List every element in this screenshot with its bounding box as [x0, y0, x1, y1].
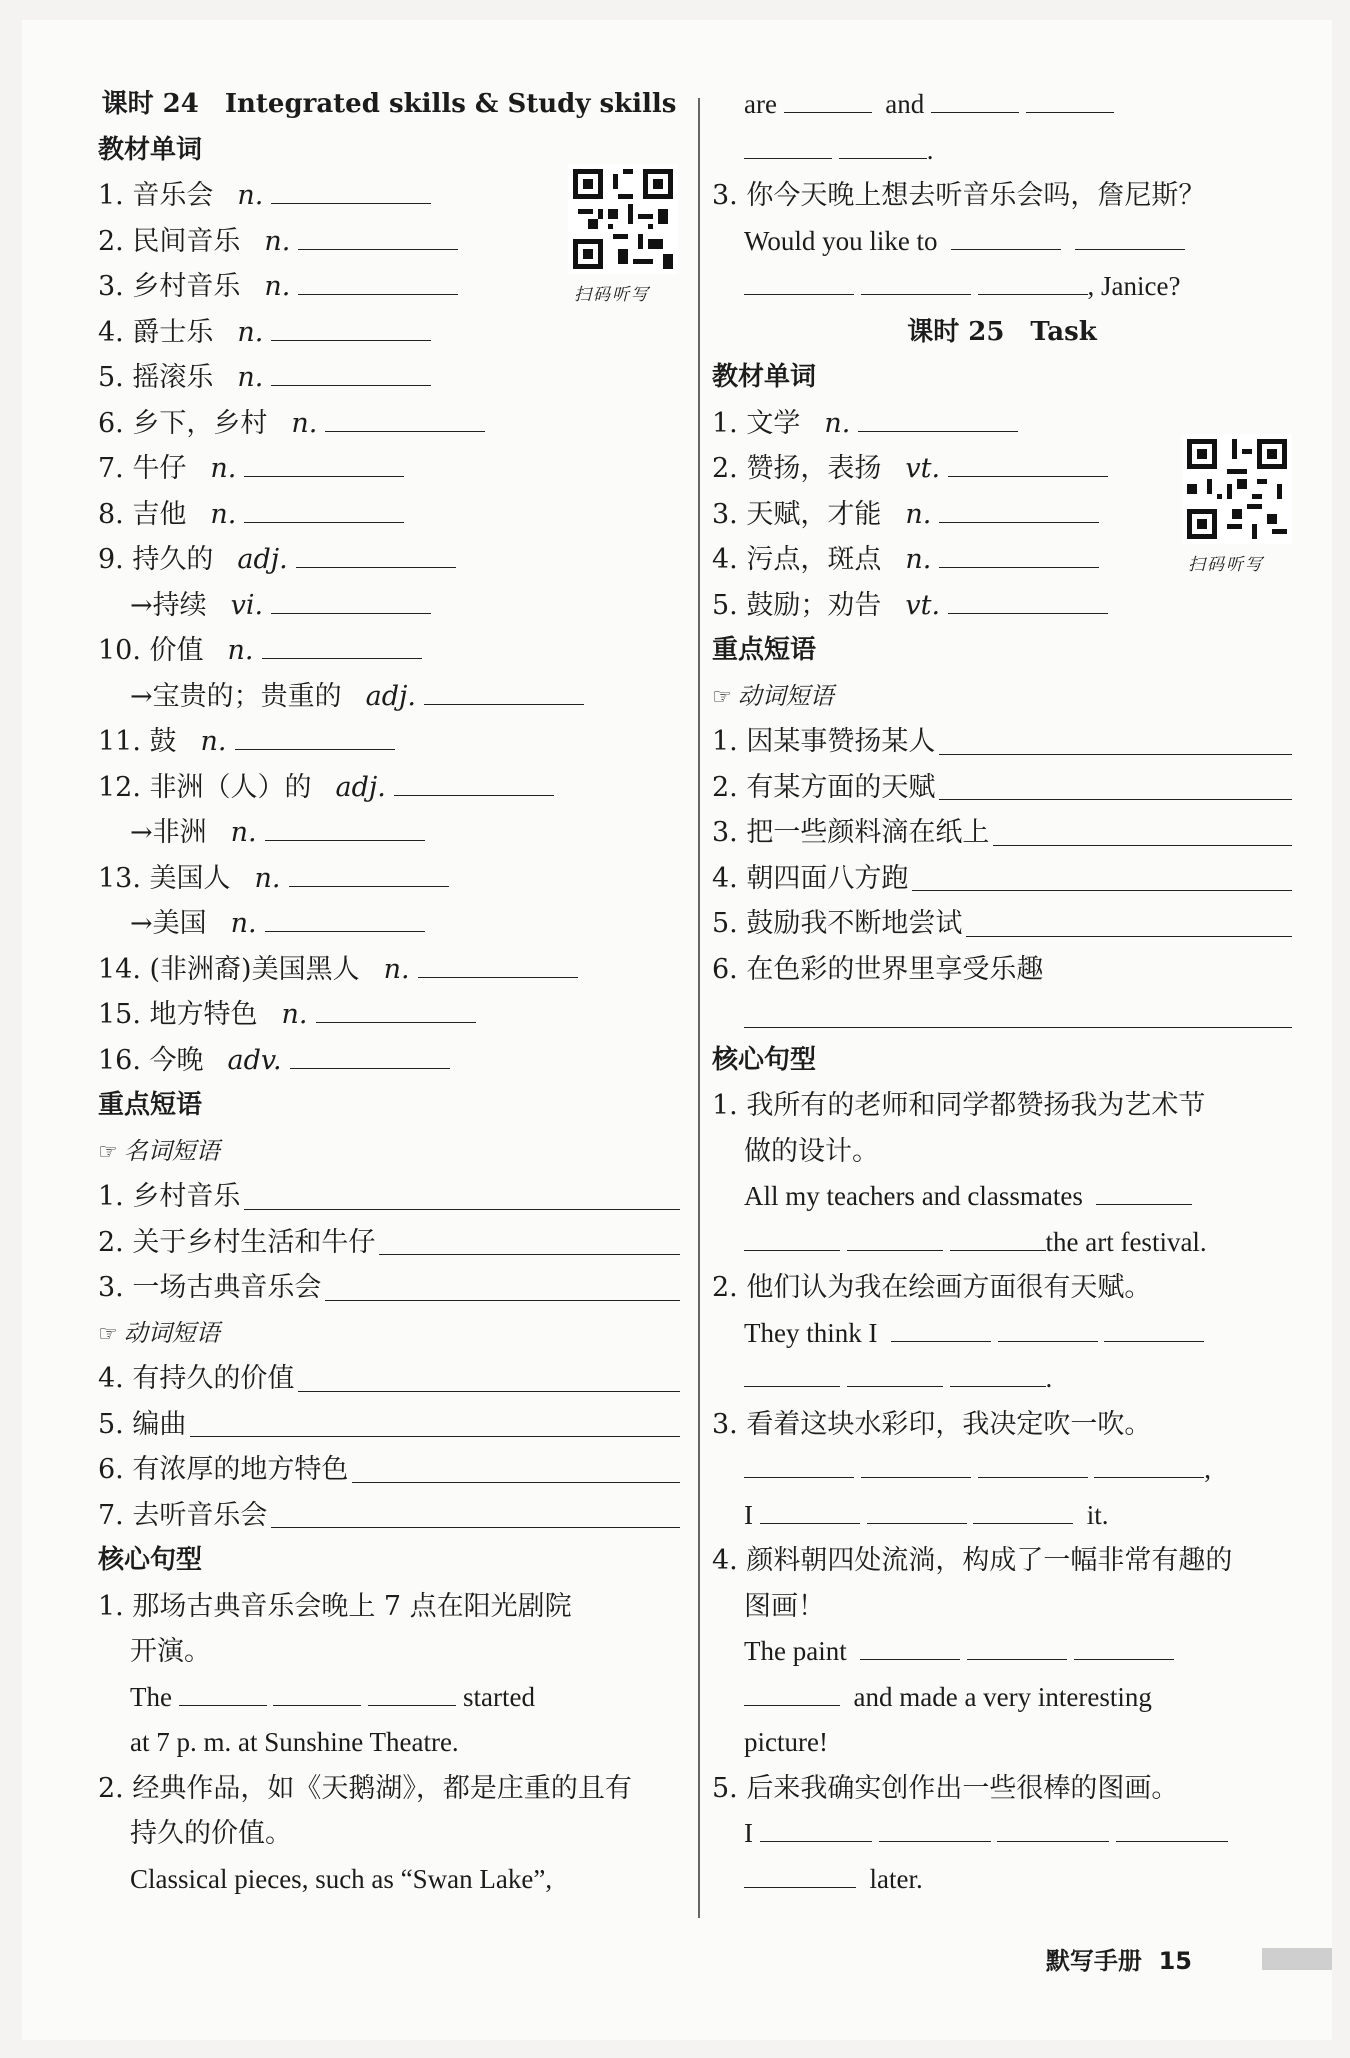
- part-of-speech: vt.: [905, 589, 941, 621]
- answer-blank[interactable]: [867, 1493, 967, 1524]
- l24-s1-cn-b: 开演。: [130, 1636, 211, 1667]
- l24-s2-en-a: Classical pieces, such as “Swan Lake”,: [130, 1863, 553, 1894]
- answer-blank[interactable]: [760, 1493, 860, 1524]
- answer-blank[interactable]: [861, 264, 971, 295]
- l25-s2-en-a: [712, 1311, 1292, 1357]
- vocab-word: 4. 爵士乐: [98, 316, 214, 348]
- right-column: [712, 82, 1292, 1902]
- phrase-text: 7. 去听音乐会: [98, 1499, 268, 1531]
- l24-s2-en-c: .: [712, 128, 1292, 174]
- answer-blank[interactable]: [1075, 219, 1185, 250]
- l24-s2-cn-b: 持久的价值。: [130, 1818, 292, 1849]
- answer-blank[interactable]: [265, 901, 425, 932]
- answer-blank[interactable]: [296, 537, 456, 568]
- l25-s3-en-b: [712, 1493, 1292, 1539]
- phrase-item: [712, 719, 1292, 765]
- part-of-speech: adj.: [365, 680, 416, 712]
- phrase-item: [98, 1356, 680, 1402]
- answer-blank[interactable]: [1104, 1311, 1204, 1342]
- answer-blank[interactable]: [244, 1209, 680, 1210]
- vocab-item: [98, 446, 680, 492]
- vocab-item: [98, 810, 680, 856]
- part-of-speech: n.: [230, 908, 257, 939]
- vocab-item: [98, 537, 680, 583]
- part-of-speech: n.: [230, 817, 257, 848]
- lesson25-title: 课时 25 Task: [907, 316, 1097, 347]
- answer-blank[interactable]: [760, 1811, 872, 1842]
- phrase-text: 4. 朝四面八方跑: [712, 862, 909, 894]
- answer-blank[interactable]: [298, 264, 458, 295]
- answer-blank[interactable]: [271, 173, 431, 204]
- part-of-speech: adj.: [335, 771, 386, 803]
- answer-blank[interactable]: [858, 401, 1018, 432]
- l24-s2-cn-a: 2. 经典作品，如《天鹅湖》，都是庄重的且有: [98, 1772, 632, 1804]
- l25-s1-cn-b: 做的设计。: [744, 1135, 879, 1167]
- answer-blank[interactable]: [948, 446, 1108, 477]
- pointing-hand-icon: ☞: [98, 1321, 118, 1347]
- answer-blank[interactable]: [744, 128, 832, 159]
- answer-blank[interactable]: [289, 856, 449, 887]
- answer-blank[interactable]: [784, 82, 872, 113]
- part-of-speech: vi.: [230, 589, 264, 621]
- answer-blank[interactable]: [179, 1675, 267, 1706]
- answer-blank[interactable]: [1094, 1447, 1204, 1478]
- column-divider: [698, 98, 700, 1918]
- text: the art festival.: [1045, 1226, 1207, 1257]
- l25-s3-cn: 3. 看着这块水彩印，我决定吹一吹。: [712, 1408, 1152, 1440]
- answer-blank[interactable]: [993, 845, 1292, 846]
- part-of-speech: n.: [210, 453, 237, 484]
- l25-s1-cn-a: 1. 我所有的老师和同学都赞扬我为艺术节: [712, 1090, 1206, 1121]
- part-of-speech: n.: [237, 362, 264, 393]
- vocab-word: 6. 乡下，乡村: [98, 407, 268, 439]
- answer-blank[interactable]: [997, 1811, 1109, 1842]
- vocab-word: 2. 民间音乐: [98, 225, 241, 257]
- text: it.: [1086, 1499, 1109, 1530]
- answer-blank[interactable]: [939, 537, 1099, 568]
- answer-blank[interactable]: [325, 401, 485, 432]
- phrase-text: 6. 有浓厚的地方特色: [98, 1454, 349, 1485]
- answer-blank[interactable]: [1116, 1811, 1228, 1842]
- answer-blank[interactable]: [325, 1300, 680, 1301]
- part-of-speech: n.: [237, 180, 264, 211]
- answer-blank[interactable]: [190, 1436, 680, 1437]
- part-of-speech: adj.: [237, 544, 288, 575]
- vocab-word: 5. 鼓励；劝告: [712, 589, 882, 621]
- answer-blank[interactable]: [424, 674, 584, 705]
- answer-blank[interactable]: [861, 1447, 971, 1478]
- vocab-item: [98, 310, 680, 356]
- l25-s2-en-b: .: [712, 1356, 1292, 1402]
- answer-blank[interactable]: [950, 1356, 1046, 1387]
- part-of-speech: adv.: [227, 1044, 282, 1076]
- vocab-item: [98, 992, 680, 1038]
- text: are: [744, 89, 777, 119]
- l25-s2-cn: 2. 他们认为我在绘画方面很有天赋。: [712, 1272, 1152, 1303]
- lesson25-vocab-header: 教材单词: [712, 362, 817, 392]
- text: and: [885, 89, 925, 119]
- phrase-item: [712, 947, 1292, 993]
- l24-s1-en-b: at 7 p. m. at Sunshine Theatre.: [130, 1727, 459, 1757]
- worksheet-page: [22, 20, 1332, 2040]
- answer-blank[interactable]: [978, 264, 1088, 295]
- text: and made a very interesting: [853, 1681, 1152, 1712]
- vocab-word: 9. 持久的: [98, 544, 214, 575]
- l25-s4-en-a: [712, 1629, 1292, 1675]
- vocab-word: 14. (非洲裔)美国黑人: [98, 953, 360, 985]
- page-footer: [1046, 1941, 1192, 1976]
- l24-s3-en-b: [712, 264, 1292, 310]
- l25-s4-en-c: picture!: [744, 1727, 828, 1757]
- answer-blank[interactable]: [1074, 1629, 1174, 1660]
- verb-phrases-label-text: 动词短语: [123, 1318, 220, 1347]
- page-tab: [1262, 1948, 1332, 1970]
- qr-code-icon[interactable]: [568, 164, 678, 274]
- text: The: [130, 1681, 172, 1712]
- answer-blank[interactable]: [316, 992, 476, 1023]
- answer-blank[interactable]: [271, 355, 431, 386]
- answer-blank[interactable]: [973, 1493, 1073, 1524]
- answer-blank[interactable]: [744, 1027, 1292, 1028]
- answer-blank[interactable]: [271, 1527, 680, 1528]
- vocab-word: →宝贵的；贵重的: [130, 680, 342, 712]
- qr-caption: 扫码听写: [1188, 555, 1264, 575]
- phrase-item: [712, 765, 1292, 811]
- phrase-answer-line: [712, 992, 1292, 1038]
- vocab-word: 4. 污点，斑点: [712, 544, 882, 575]
- phrase-item: [712, 810, 1292, 856]
- part-of-speech: n.: [264, 271, 291, 302]
- vocab-word: →非洲: [130, 817, 207, 848]
- verb-phrases-label-text: 动词短语: [737, 681, 834, 710]
- vocab-item: [98, 765, 680, 811]
- answer-blank[interactable]: [265, 810, 425, 841]
- text: later.: [869, 1863, 923, 1894]
- verb-phrase-list: [98, 1356, 680, 1538]
- part-of-speech: n.: [254, 862, 281, 894]
- answer-blank[interactable]: [244, 492, 404, 523]
- phrase-text: 1. 乡村音乐: [98, 1181, 241, 1212]
- answer-blank[interactable]: [1026, 82, 1114, 113]
- vocab-item: [98, 583, 680, 629]
- phrase-item: [98, 1174, 680, 1220]
- vocab-word: 10. 价值: [98, 635, 204, 666]
- answer-blank[interactable]: [744, 1857, 856, 1888]
- part-of-speech: n.: [264, 225, 291, 257]
- phrase-text: 3. 把一些颜料滴在纸上: [712, 817, 990, 848]
- l24-s3-en-a: [712, 219, 1292, 265]
- l25-s4-cn-b: 图画！: [744, 1590, 825, 1622]
- vocab-word: 11. 鼓: [98, 726, 177, 757]
- vocab-item: [98, 947, 680, 993]
- part-of-speech: n.: [824, 407, 851, 439]
- l24-s1-en-a: [98, 1675, 680, 1721]
- part-of-speech: vt.: [905, 453, 941, 484]
- answer-blank[interactable]: [744, 1447, 854, 1478]
- answer-blank[interactable]: [847, 1356, 943, 1387]
- answer-blank[interactable]: [939, 492, 1099, 523]
- phrase-item: [98, 1402, 680, 1448]
- answer-blank[interactable]: [744, 1356, 840, 1387]
- lesson24-vocab-list: [98, 173, 680, 1083]
- part-of-speech: n.: [227, 635, 254, 666]
- answer-blank[interactable]: [891, 1311, 991, 1342]
- answer-blank[interactable]: [368, 1675, 456, 1706]
- phrase-text: 2. 关于乡村生活和牛仔: [98, 1226, 376, 1258]
- answer-blank[interactable]: [860, 1629, 960, 1660]
- phrase-text: 5. 鼓励我不断地尝试: [712, 908, 963, 939]
- answer-blank[interactable]: [966, 936, 1292, 937]
- l25-s5-en-a: [712, 1811, 1292, 1857]
- l25-s3-en-a: ,: [712, 1447, 1292, 1493]
- phrase-text: 6. 在色彩的世界里享受乐趣: [712, 953, 1044, 985]
- lesson25-phrase-header: 重点短语: [712, 635, 817, 665]
- text: Would you like to: [744, 225, 938, 256]
- vocab-item: [98, 401, 680, 447]
- vocab-word: 13. 美国人: [98, 862, 231, 894]
- vocab-word: 1. 音乐会: [98, 180, 214, 211]
- part-of-speech: n.: [291, 407, 318, 439]
- text: started: [462, 1681, 535, 1712]
- pointing-hand-icon: ☞: [712, 684, 732, 710]
- vocab-word: →美国: [130, 908, 207, 939]
- phrase-text: 3. 一场古典音乐会: [98, 1272, 322, 1303]
- vocab-item: [98, 1038, 680, 1084]
- part-of-speech: n.: [210, 498, 237, 530]
- l25-s5-en-b: [712, 1857, 1292, 1903]
- l25-s1-en-a: [712, 1174, 1292, 1220]
- lesson24-sentence-header: 核心句型: [98, 1545, 203, 1575]
- phrase-item: [712, 856, 1292, 902]
- phrase-item: [712, 901, 1292, 947]
- verb-phrases-label: [712, 674, 1292, 720]
- l25-s1-en-b: [712, 1220, 1292, 1266]
- vocab-word: 3. 乡村音乐: [98, 271, 241, 302]
- vocab-word: 15. 地方特色: [98, 999, 258, 1030]
- phrase-item: [98, 1493, 680, 1539]
- qr-code-icon[interactable]: [1182, 434, 1292, 544]
- phrase-text: 1. 因某事赞扬某人: [712, 726, 936, 757]
- l25-s5-cn: 5. 后来我确实创作出一些很棒的图画。: [712, 1772, 1179, 1804]
- answer-blank[interactable]: [744, 1675, 840, 1706]
- lesson24-phrase-header: 重点短语: [98, 1090, 203, 1120]
- vocab-word: 16. 今晚: [98, 1044, 204, 1076]
- answer-blank[interactable]: [839, 128, 927, 159]
- vocab-item: [98, 628, 680, 674]
- answer-blank[interactable]: [744, 1220, 840, 1251]
- vocab-item: [98, 492, 680, 538]
- answer-blank[interactable]: [967, 1629, 1067, 1660]
- answer-blank[interactable]: [244, 446, 404, 477]
- l24-s1-cn-a: 1. 那场古典音乐会晚上 7 点在阳光剧院: [98, 1590, 572, 1622]
- vocab-item: [98, 355, 680, 401]
- answer-blank[interactable]: [379, 1254, 680, 1255]
- answer-blank[interactable]: [948, 583, 1108, 614]
- answer-blank[interactable]: [879, 1811, 991, 1842]
- noun-phrases-label: [98, 1129, 680, 1175]
- phrase-text: 4. 有持久的价值: [98, 1363, 295, 1394]
- l25-s4-cn-a: 4. 颜料朝四处流淌，构成了一幅非常有趣的: [712, 1545, 1233, 1576]
- answer-blank[interactable]: [931, 82, 1019, 113]
- vocab-word: 8. 吉他: [98, 498, 187, 530]
- lesson24-title: 课时 24 Integrated skills & Study skills: [101, 89, 677, 119]
- book-title: 默写手册: [1045, 1947, 1142, 1975]
- l24-s2-en-b: [712, 82, 1292, 128]
- part-of-speech: n.: [237, 316, 264, 348]
- answer-blank[interactable]: [235, 719, 395, 750]
- text: All my teachers and classmates: [744, 1181, 1083, 1211]
- vocab-word: 7. 牛仔: [98, 453, 187, 484]
- lesson24-vocab-header: 教材单词: [98, 134, 203, 165]
- part-of-speech: n.: [281, 999, 308, 1030]
- part-of-speech: n.: [905, 544, 932, 575]
- vocab-item: [98, 856, 680, 902]
- vocab-word: 5. 摇滚乐: [98, 362, 214, 393]
- vocab-word: 3. 天赋，才能: [712, 498, 882, 530]
- answer-blank[interactable]: [847, 1220, 943, 1251]
- vocab-word: 1. 文学: [712, 407, 801, 439]
- answer-blank[interactable]: [394, 765, 554, 796]
- text: I: [744, 1818, 753, 1848]
- verb-phrases-label: [98, 1311, 680, 1357]
- answer-blank[interactable]: [271, 310, 431, 341]
- part-of-speech: n.: [905, 498, 932, 530]
- text: The paint: [744, 1636, 847, 1666]
- answer-blank[interactable]: [1096, 1174, 1192, 1205]
- answer-blank[interactable]: [744, 264, 854, 295]
- lesson25-sentence-header: 核心句型: [712, 1044, 817, 1075]
- answer-blank[interactable]: [978, 1447, 1088, 1478]
- answer-blank[interactable]: [271, 583, 431, 614]
- answer-blank[interactable]: [262, 628, 422, 659]
- text: They think I: [744, 1317, 878, 1348]
- vocab-item: [98, 719, 680, 765]
- verb-phrase-list: [712, 719, 1292, 992]
- noun-phrase-list: [98, 1174, 680, 1311]
- answer-blank[interactable]: [418, 947, 578, 978]
- part-of-speech: n.: [200, 726, 227, 757]
- qr-caption: 扫码听写: [574, 285, 650, 305]
- vocab-word: 12. 非洲（人）的: [98, 771, 312, 803]
- phrase-text: 2. 有某方面的天赋: [712, 771, 936, 803]
- answer-blank[interactable]: [998, 1311, 1098, 1342]
- part-of-speech: n.: [383, 953, 410, 985]
- answer-blank[interactable]: [352, 1482, 680, 1483]
- text: , Janice?: [1087, 271, 1181, 301]
- phrase-item: [98, 1220, 680, 1266]
- answer-blank[interactable]: [290, 1038, 450, 1069]
- vocab-item: [98, 674, 680, 720]
- pointing-hand-icon: ☞: [98, 1139, 118, 1165]
- vocab-word: →持续: [130, 589, 207, 621]
- phrase-item: [98, 1265, 680, 1311]
- phrase-item: [98, 1447, 680, 1493]
- l25-s4-en-b: [712, 1675, 1292, 1721]
- left-column: [98, 82, 680, 1902]
- answer-blank[interactable]: [950, 1220, 1046, 1251]
- answer-blank[interactable]: [939, 754, 1292, 755]
- phrase-text: 5. 编曲: [98, 1408, 187, 1440]
- answer-blank[interactable]: [912, 890, 1292, 891]
- page-number: 15: [1158, 1947, 1192, 1975]
- noun-phrases-label-text: 名词短语: [123, 1136, 220, 1165]
- vocab-word: 2. 赞扬，表扬: [712, 453, 882, 484]
- answer-blank[interactable]: [939, 799, 1292, 800]
- vocab-item: [98, 901, 680, 947]
- vocab-item: [712, 583, 1292, 629]
- text: I: [744, 1499, 753, 1530]
- answer-blank[interactable]: [273, 1675, 361, 1706]
- answer-blank[interactable]: [951, 219, 1061, 250]
- answer-blank[interactable]: [298, 1391, 680, 1392]
- l24-s3-cn: 3. 你今天晚上想去听音乐会吗，詹尼斯？: [712, 180, 1206, 211]
- answer-blank[interactable]: [298, 219, 458, 250]
